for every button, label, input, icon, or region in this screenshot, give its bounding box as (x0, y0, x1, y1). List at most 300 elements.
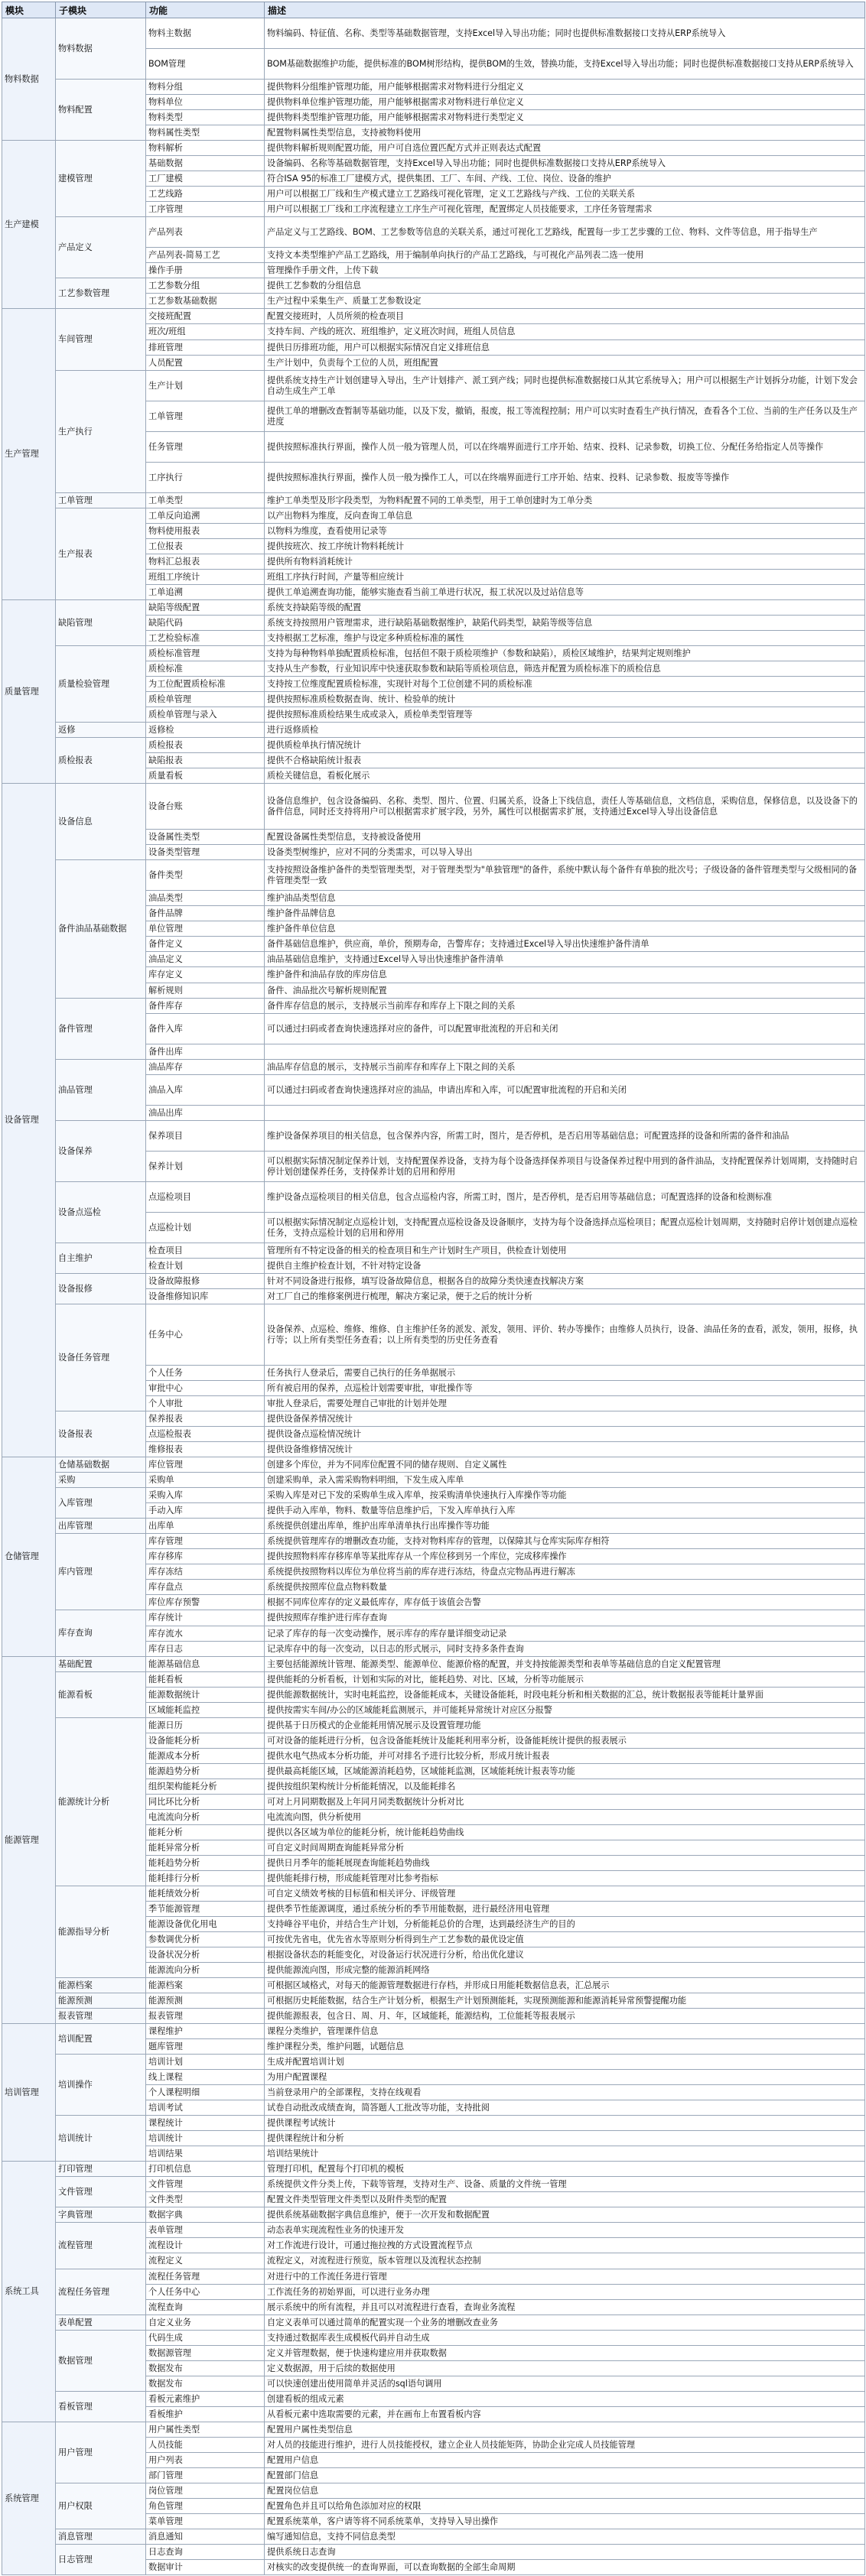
function-cell: 能源基础信息 (146, 1657, 265, 1672)
function-cell: 数据发布 (146, 2361, 265, 2376)
module-cell: 质量管理 (2, 600, 56, 784)
description-cell: 创建采购单，录入需采购物料明细，下发生成入库单 (265, 1473, 865, 1488)
description-cell: 可自定义时间周期查询能耗异常分析 (265, 1840, 865, 1856)
module-cell: 设备管理 (2, 784, 56, 1457)
description-cell: 可以快速创建出使用简单并灵活的sql语句调用 (265, 2376, 865, 2392)
description-cell: 自定义表单可以通过简单的配置实现一个业务的增删改查业务 (265, 2315, 865, 2331)
description-cell: 支持文本类型维护产品工艺路线，用于编制单向执行的产品工艺路线，与可视化产品列表二选一使用 (265, 248, 865, 263)
function-cell: 个人任务中心 (146, 2285, 265, 2300)
description-cell: 设备类型树维护，应对不同的分类需求，可以导入导出 (265, 845, 865, 860)
function-cell: 手动入库 (146, 1503, 265, 1519)
submodule-cell: 用户权限 (56, 2483, 146, 2529)
submodule-cell: 能源统计分析 (56, 1718, 146, 1886)
description-cell: 提供课程统计和分析 (265, 2131, 865, 2146)
description-cell: 配置交接班时，人员所须的检查项目 (265, 309, 865, 324)
function-cell: 角色管理 (146, 2499, 265, 2514)
function-cell: 质检单管理 (146, 692, 265, 707)
function-cell: 工单反向追溯 (146, 508, 265, 524)
description-cell: 设备保养、点巡检、维修、维修、自主维护任务的派发、派发，领用、评价、转办等操作；由维修人员执行，设备、油品任务的查看，派发，领用，报修，执行等；以上所有类型任务查看；以上所有类型的历史任务查看 (265, 1304, 865, 1366)
submodule-cell: 建模管理 (56, 141, 146, 217)
function-cell: 培训结果 (146, 2146, 265, 2162)
table-row (2, 278, 865, 294)
description-cell: 维护油品类型信息 (265, 891, 865, 906)
function-cell: 能耗分析 (146, 1825, 265, 1840)
description-cell: 管理操作手册文件，上传下载 (265, 263, 865, 278)
function-cell: 流程设计 (146, 2238, 265, 2253)
function-cell: 油品类型 (146, 891, 265, 906)
description-cell: 维护设备点巡检项目的相关信息，包含点巡检内容，所需工时，图片，是否停机，是否启用等基础信息；可配置选择的设备和检测标准 (265, 1182, 865, 1213)
function-cell: 库存日志 (146, 1642, 265, 1657)
description-cell: 提供系统日志查询 (265, 2545, 865, 2560)
feature-table (2, 2, 865, 2575)
description-cell: 维护设备保养项目的相关信息，包含保养内容，所需工时，图片，是否停机，是否启用等基础信息；可配置选择的设备和所需的备件和油品 (265, 1121, 865, 1152)
description-cell: 提供水电气热成本分析功能，并可对排名予进行比较分析，形成月统计报表 (265, 1749, 865, 1764)
function-cell: 排班管理 (146, 340, 265, 356)
description-cell: 产品定义与工艺路线、BOM、工艺参数等信息的关联关系，通过可视化工艺路线，配置每一步工艺步骤的工位、物料、文件等信息，用于指导生产 (265, 217, 865, 248)
function-cell: 油品库存 (146, 1060, 265, 1075)
description-cell: 物料编码、特征值、名称、类型等基础数据管理，支持Excel导入导出功能；同时也提供标准数据接口支持从ERP系统导入 (265, 18, 865, 49)
function-cell: 备件品牌 (146, 906, 265, 921)
table-row (2, 1473, 865, 1488)
function-cell: 物料类型 (146, 110, 265, 125)
function-cell: 物料使用报表 (146, 524, 265, 539)
function-cell: 库存管理 (146, 1534, 265, 1549)
submodule-cell: 工艺参数管理 (56, 278, 146, 309)
description-cell: 配置用户属性类型信息 (265, 2422, 865, 2438)
function-cell: 班次/班组 (146, 324, 265, 340)
table-row (2, 646, 865, 661)
function-cell: 数据发布 (146, 2376, 265, 2392)
description-cell: 记录了库存的每一次变动操作，展示库存的库存量详细变动记录 (265, 1626, 865, 1642)
function-cell: 部门管理 (146, 2468, 265, 2483)
submodule-cell: 车间管理 (56, 309, 146, 371)
table-row (2, 2422, 865, 2438)
function-cell: 点巡检报表 (146, 1427, 265, 1442)
table-row (2, 2545, 865, 2560)
description-cell: 审批人登录后，需要处理自己审批的计划并处理 (265, 1396, 865, 1411)
table-row (2, 1978, 865, 1993)
function-cell: 培训考试 (146, 2100, 265, 2116)
description-cell: 配置系统菜单，客户请等将不同系统菜单，支持导入导出操作 (265, 2514, 865, 2529)
function-cell: 库存流水 (146, 1626, 265, 1642)
description-cell: 提供所有物料消耗统计 (265, 554, 865, 570)
description-cell: 针对不同设备进行报修，填写设备故障信息，根据各自的故障分类快速查找解决方案 (265, 1274, 865, 1289)
description-cell: 任务执行人登录后，需要自己执行的任务单据展示 (265, 1366, 865, 1381)
description-cell: 对核实的改变提供统一的查询界面，可以查询数据的全部生命周期 (265, 2560, 865, 2575)
table-row (2, 1519, 865, 1534)
description-cell: 培训结果统计 (265, 2146, 865, 2162)
function-cell: 用户属性类型 (146, 2422, 265, 2438)
function-cell: 基础数据 (146, 156, 265, 171)
description-cell: 油品基础信息维护，支持通过Excel导入导出快速维护备件清单 (265, 952, 865, 967)
function-cell: 个人课程明细 (146, 2085, 265, 2100)
description-cell: BOM基础数据维护功能，提供标准的BOM树形结构，提供BOM的生效，替换功能，支持Excel导入导出功能；同时也提供标准数据接口支持从ERP系统导入 (265, 49, 865, 80)
function-cell: 个人任务 (146, 1366, 265, 1381)
function-cell: 能耗排行分析 (146, 1871, 265, 1886)
function-cell: 日志查询 (146, 2545, 265, 2560)
header-description: 描述 (265, 2, 865, 18)
description-cell: 支持从生产参数，行业知识库中快速获取参数和缺陷等质检项信息，筛选并配置为质检标准下的质检信息 (265, 661, 865, 677)
submodule-cell: 入库管理 (56, 1488, 146, 1519)
description-cell: 创建多个库位，并为不同库位配置不同的储存规则、自定义属性 (265, 1457, 865, 1473)
function-cell: 数据源管理 (146, 2346, 265, 2361)
function-cell: 班组工序统计 (146, 570, 265, 585)
function-cell: 维修报表 (146, 1442, 265, 1457)
function-cell: 库存盘点 (146, 1580, 265, 1595)
description-cell: 油品库存信息的展示，支持展示当前库存和库存上下限之间的关系 (265, 1060, 865, 1075)
submodule-cell: 流程任务管理 (56, 2269, 146, 2315)
description-cell: 支持根据工艺标准，维护与设定多种质检标准的属性 (265, 631, 865, 646)
function-cell: 工序管理 (146, 202, 265, 217)
description-cell (265, 1044, 865, 1060)
description-cell: 电流流向图，供分析使用 (265, 1810, 865, 1825)
description-cell: 对工厂自己的维修案例进行梳理，解决方案记录，便于之后的统计分析 (265, 1289, 865, 1304)
description-cell: 提供质检单执行情况统计 (265, 738, 865, 753)
function-cell: 能耗异常分析 (146, 1840, 265, 1856)
description-cell: 提供按照标准执行界面，操作人员一般为管理人员，可以在终端界面进行工序开始、结束、投料、记录参数，切换工位、分配任务给指定人员等操作 (265, 432, 865, 463)
function-cell: 文件管理 (146, 2177, 265, 2192)
function-cell: 任务中心 (146, 1304, 265, 1366)
header-row (2, 2, 865, 18)
description-cell: 提供工单追溯查询功能，能够实施查看当前工单进行状况，报工状况以及过站信息等 (265, 585, 865, 600)
description-cell: 提供设备维修情况统计 (265, 1442, 865, 1457)
submodule-cell: 能源预测 (56, 1993, 146, 2009)
description-cell: 可自定义绩效考核的目标值和相关评分、评级管理 (265, 1886, 865, 1902)
function-cell: 审批中心 (146, 1381, 265, 1396)
submodule-cell: 设备任务管理 (56, 1304, 146, 1411)
description-cell: 展示系统中的所有流程，并且可以对流程进行查看，查询业务流程 (265, 2300, 865, 2315)
description-cell: 提供自主维护检查计划，不针对特定设备 (265, 1259, 865, 1274)
description-cell: 当前登录用户的全部课程，支持在线观看 (265, 2085, 865, 2100)
header-submodule: 子模块 (56, 2, 146, 18)
function-cell: 采购单 (146, 1473, 265, 1488)
table-row (2, 1457, 865, 1473)
function-cell: 质检标准管理 (146, 646, 265, 661)
function-cell: 培训计划 (146, 2055, 265, 2070)
function-cell: 能源趋势分析 (146, 1764, 265, 1779)
function-cell: 备件出库 (146, 1044, 265, 1060)
table-row (2, 1718, 865, 1733)
function-cell: 课程统计 (146, 2116, 265, 2131)
submodule-cell: 生产报表 (56, 508, 146, 600)
submodule-cell: 设备点巡检 (56, 1182, 146, 1243)
table-row (2, 1672, 865, 1688)
table-row (2, 2269, 865, 2285)
description-cell: 课程分类维护，管理课件信息 (265, 2024, 865, 2039)
function-cell: 生产计划 (146, 371, 265, 401)
function-cell: 人员技能 (146, 2438, 265, 2453)
function-cell: 任务管理 (146, 432, 265, 463)
submodule-cell: 质检报表 (56, 738, 146, 784)
function-cell: 质检报表 (146, 738, 265, 753)
function-cell: 能源日历 (146, 1718, 265, 1733)
submodule-cell: 缺陷管理 (56, 600, 146, 646)
description-cell: 配置用户信息 (265, 2453, 865, 2468)
description-cell: 为用户配置课程 (265, 2070, 865, 2085)
function-cell: 油品定义 (146, 952, 265, 967)
function-cell: 设备类型管理 (146, 845, 265, 860)
table-row (2, 1304, 865, 1366)
description-cell: 系统提供文件分类上传，下载等管理，支持对生产、设备、质量的文件统一管理 (265, 2177, 865, 2192)
submodule-cell: 物料数据 (56, 18, 146, 80)
function-cell: 看板维护 (146, 2407, 265, 2422)
function-cell: 工位报表 (146, 539, 265, 554)
description-cell: 对人员的技能进行维护，进行人员技能授权，建立企业人员技能矩阵，协助企业完成人员技能管理 (265, 2438, 865, 2453)
description-cell: 可对上月同期数据及上年同月同类数据统计分析对比 (265, 1795, 865, 1810)
function-cell: 缺陷代码 (146, 616, 265, 631)
description-cell: 提供按班次、按工序统计物料耗统计 (265, 539, 865, 554)
description-cell: 对进行中的工作流任务进行管理 (265, 2269, 865, 2285)
function-cell: 为工位配置质检标准 (146, 677, 265, 692)
description-cell: 班组工序执行时间，产量等相应统计 (265, 570, 865, 585)
table-row (2, 2162, 865, 2177)
function-cell: 库存定义 (146, 967, 265, 983)
submodule-cell: 设备报表 (56, 1411, 146, 1457)
table-row (2, 723, 865, 738)
submodule-cell: 能源看板 (56, 1672, 146, 1718)
description-cell: 提供基于日历模式的企业能耗用情况展示及设置管理功能 (265, 1718, 865, 1733)
submodule-cell: 返修 (56, 723, 146, 738)
description-cell: 流程定义，对流程进行预览，版本管理以及流程状态控制 (265, 2253, 865, 2269)
module-cell: 生产建模 (2, 141, 56, 309)
module-cell: 系统管理 (2, 2422, 56, 2575)
function-cell: 打印机信息 (146, 2162, 265, 2177)
submodule-cell: 培训配置 (56, 2024, 146, 2055)
description-cell: 配置文件类型管理文件类型以及附件类型的配置 (265, 2192, 865, 2207)
function-cell: 质检单管理与录入 (146, 707, 265, 723)
description-cell: 配置岗位信息 (265, 2483, 865, 2499)
submodule-cell: 培训操作 (56, 2055, 146, 2116)
submodule-cell: 设备报修 (56, 1274, 146, 1304)
function-cell: 组织架构能耗分析 (146, 1779, 265, 1795)
submodule-cell: 自主维护 (56, 1243, 146, 1274)
description-cell: 维护备件和油品存放的库房信息 (265, 967, 865, 983)
description-cell: 提供按照库存维护进行库存查询 (265, 1610, 865, 1626)
description-cell: 提供能耗的分析看板，计划和实际的对比，能耗趋势、对比、区域，分析等功能展示 (265, 1672, 865, 1688)
table-row (2, 18, 865, 49)
module-cell: 系统工具 (2, 2162, 56, 2422)
function-cell: 流程定义 (146, 2253, 265, 2269)
submodule-cell: 备件油品基础数据 (56, 860, 146, 999)
description-cell: 主要包括能源统计管理、能源类型、能源单位、能源价格的配置，并支持按能源类型和表单等基础信息的自定义配置管理 (265, 1657, 865, 1672)
table-row (2, 1060, 865, 1075)
table-row (2, 371, 865, 401)
table-row (2, 2331, 865, 2346)
function-cell: 备件入库 (146, 1014, 265, 1044)
function-cell: 工序执行 (146, 463, 265, 493)
function-cell: 能源数据统计 (146, 1688, 265, 1703)
function-cell: 报表管理 (146, 2009, 265, 2024)
table-row (2, 309, 865, 324)
submodule-cell: 采购 (56, 1473, 146, 1488)
description-cell: 提供季节性能源调度，通过系统分析的季节用能数据，进行最经济用电管理 (265, 1902, 865, 1917)
function-cell: 物料属性类型 (146, 125, 265, 141)
description-cell: 从看板元素中选取需要的元素，并在画布上布置看板内容 (265, 2407, 865, 2422)
table-row (2, 1243, 865, 1259)
function-cell: BOM管理 (146, 49, 265, 80)
description-cell: 系统支持按照用户管理需求，进行缺陷基础数据维护，缺陷代码类型，缺陷等级等信息 (265, 616, 865, 631)
description-cell: 系统提供管理库存的增删改查功能，支持对物料库存的管理，以保障其与仓库实际库存相符 (265, 1534, 865, 1549)
description-cell: 备件基础信息维护，供应商，单价，预期寿命，告警库存；支持通过Excel导入导出快速维护备件清单 (265, 937, 865, 952)
function-cell: 产品列表 (146, 217, 265, 248)
description-cell: 支持通过数据库表生成模板代码并自动生成 (265, 2331, 865, 2346)
description-cell: 维护备件品牌信息 (265, 906, 865, 921)
function-cell: 缺陷报表 (146, 753, 265, 768)
function-cell: 设备属性类型 (146, 830, 265, 845)
function-cell: 物料分组 (146, 80, 265, 95)
description-cell: 提供日月季年的能耗展现查询能耗趋势曲线 (265, 1856, 865, 1871)
function-cell: 库存冻结 (146, 1564, 265, 1580)
description-cell: 定义数据源，用于后续的数据使用 (265, 2361, 865, 2376)
description-cell: 配置角色并且可以给角色添加对应的权限 (265, 2499, 865, 2514)
function-cell: 菜单管理 (146, 2514, 265, 2529)
function-cell: 工单追溯 (146, 585, 265, 600)
description-cell: 以产出物料为维度，反向查询工单信息 (265, 508, 865, 524)
description-cell: 配置物料属性类型信息，支持被物料使用 (265, 125, 865, 141)
table-row (2, 1886, 865, 1902)
table-row (2, 2055, 865, 2070)
function-cell: 工艺参数基础数据 (146, 294, 265, 309)
function-cell: 电流流向分析 (146, 1810, 265, 1825)
function-cell: 返修检 (146, 723, 265, 738)
submodule-cell: 能源档案 (56, 1978, 146, 1993)
description-cell: 系统提供按照物料以库位为单位将当前的库存进行冻结，待盘点完物品再进行解冻 (265, 1564, 865, 1580)
function-cell: 能源成本分析 (146, 1749, 265, 1764)
submodule-cell: 设备信息 (56, 784, 146, 860)
function-cell: 点巡检计划 (146, 1213, 265, 1243)
function-cell: 人员配置 (146, 356, 265, 371)
description-cell: 提供工艺参数的分组信息 (265, 278, 865, 294)
table-row (2, 1121, 865, 1152)
table-row (2, 1182, 865, 1213)
function-cell: 能源预测 (146, 1993, 265, 2009)
submodule-cell: 生产执行 (56, 371, 146, 493)
description-cell: 提供按照物料库存移库单等某批库存从一个库位移到另一个库位，完成移库操作 (265, 1549, 865, 1564)
function-cell: 点巡检项目 (146, 1182, 265, 1213)
description-cell: 采购入库是对已下发的采购单生成入库单，按采购清单快速执行入库操作等功能 (265, 1488, 865, 1503)
table-row (2, 217, 865, 248)
function-cell: 工单管理 (146, 401, 265, 432)
description-cell: 用户可以根据工厂线和生产模式建立工艺路线可视化管理，定义工艺路线与产线、工位的关联关系 (265, 187, 865, 202)
description-cell: 备件、油品批次号解析规则配置 (265, 983, 865, 999)
function-cell: 备件定义 (146, 937, 265, 952)
description-cell: 可以通过扫码或者查询快速选择对应的备件，可以配置审批流程的开启和关闭 (265, 1014, 865, 1044)
submodule-cell: 能源指导分析 (56, 1886, 146, 1978)
table-row (2, 1411, 865, 1427)
table-row (2, 2177, 865, 2192)
submodule-cell: 库存查询 (56, 1610, 146, 1657)
description-cell: 系统提供按照库位盘点物料数量 (265, 1580, 865, 1595)
description-cell: 管理所有不特定设备的相关的检查项目和生产计划时生产项目，供检查计划使用 (265, 1243, 865, 1259)
function-cell: 设备状况分析 (146, 1947, 265, 1963)
function-cell: 物料汇总报表 (146, 554, 265, 570)
table-row (2, 1534, 865, 1549)
function-cell: 单位管理 (146, 921, 265, 937)
description-cell: 提供按照标准质检结果生成或录入，质检单类型管理等 (265, 707, 865, 723)
function-cell: 自定义业务 (146, 2315, 265, 2331)
submodule-cell: 出库管理 (56, 1519, 146, 1534)
function-cell: 检查计划 (146, 1259, 265, 1274)
header-module: 模块 (2, 2, 56, 18)
table-row (2, 2009, 865, 2024)
function-cell: 备件库存 (146, 999, 265, 1014)
module-cell: 能源管理 (2, 1657, 56, 2024)
description-cell: 提供能耗排行榜，形成能耗管理对比参考指标 (265, 1871, 865, 1886)
function-cell: 能源设备优化用电 (146, 1917, 265, 1932)
function-cell: 课程维护 (146, 2024, 265, 2039)
description-cell: 生产过程中采集生产、质量工艺参数设定 (265, 294, 865, 309)
function-cell: 个人审批 (146, 1396, 265, 1411)
description-cell: 系统提供创建出库单，维护出库单清单执行出库操作等功能 (265, 1519, 865, 1534)
description-cell: 维护备件单位信息 (265, 921, 865, 937)
function-cell: 质量看板 (146, 768, 265, 784)
submodule-cell: 油品管理 (56, 1060, 146, 1121)
description-cell: 提供手动入库单，物料、数量等信息维护后，下发入库单执行入库 (265, 1503, 865, 1519)
description-cell: 提供最高耗能区域，区域能源消耗趋势，区域能耗监测，区域能耗统计报表等功能 (265, 1764, 865, 1779)
description-cell: 提供以各区域为单位的能耗分析，统计能耗趋势曲线 (265, 1825, 865, 1840)
function-cell: 题库管理 (146, 2039, 265, 2055)
table-row (2, 2207, 865, 2223)
table-row (2, 1610, 865, 1626)
function-cell: 设备故障报修 (146, 1274, 265, 1289)
submodule-cell: 库内管理 (56, 1534, 146, 1610)
submodule-cell: 设备保养 (56, 1121, 146, 1182)
description-cell: 配置部门信息 (265, 2468, 865, 2483)
table-row (2, 999, 865, 1014)
submodule-cell: 消息管理 (56, 2529, 146, 2545)
module-cell: 仓储管理 (2, 1457, 56, 1657)
description-cell: 配置设备属性类型信息，支持被设备使用 (265, 830, 865, 845)
description-cell: 可以通过扫码或者查询快速选择对应的油品，申请出库和入库，可以配置审批流程的开启和关闭 (265, 1075, 865, 1106)
function-cell: 数据字典 (146, 2207, 265, 2223)
function-cell: 流程查询 (146, 2300, 265, 2315)
description-cell: 支持为每种物料单独配置质检标准，包括但不限于质检项维护（参数和缺陷），质检区域维护，结果判定规则维护 (265, 646, 865, 661)
description-cell: 定义并管理数据，便于快速构建应用并获取数据 (265, 2346, 865, 2361)
description-cell: 所有被启用的保养，点巡检计划需要审批，审批操作等 (265, 1381, 865, 1396)
submodule-cell: 仓储基础数据 (56, 1457, 146, 1473)
function-cell: 代码生成 (146, 2331, 265, 2346)
table-row (2, 2315, 865, 2331)
function-cell: 工艺检验标准 (146, 631, 265, 646)
description-cell: 工作流任务的初始界面，可以进行业务办理 (265, 2285, 865, 2300)
description-cell: 设备编码、名称等基础数据管理，支持Excel导入导出功能；同时也提供标准数据接口支持从ERP系统导入 (265, 156, 865, 171)
description-cell: 提供物料类型维护管理功能，用户能够根据需求对物料进行类型定义 (265, 110, 865, 125)
submodule-cell: 数据管理 (56, 2331, 146, 2392)
function-cell: 工单类型 (146, 493, 265, 508)
function-cell: 物料单位 (146, 95, 265, 110)
function-cell: 流程任务管理 (146, 2269, 265, 2285)
description-cell: 提供按照标准质检数据查询、统计、检验单的统计 (265, 692, 865, 707)
description-cell: 提供能源流向图，形成完整的能源消耗网络 (265, 1963, 865, 1978)
function-cell: 参数调优分析 (146, 1932, 265, 1947)
function-cell: 产品列表-简易工艺 (146, 248, 265, 263)
description-cell: 提供系统基础数据字典信息维护，便于一次开发和数据配置 (265, 2207, 865, 2223)
function-cell: 库位库存预警 (146, 1595, 265, 1610)
description-cell: 提供日历排班功能，用户可以根据实际情况自定义排班信息 (265, 340, 865, 356)
function-cell: 操作手册 (146, 263, 265, 278)
submodule-cell: 日志管理 (56, 2545, 146, 2575)
description-cell: 符合ISA 95的标准工厂建模方式，提供集团、工厂、车间、产线、工位、岗位、设备的维护 (265, 171, 865, 187)
table-row (2, 493, 865, 508)
table-row (2, 2392, 865, 2407)
table-row (2, 1657, 865, 1672)
description-cell: 提供系统支持生产计划创建导入导出，生产计划排产、派工到产线；同时也提供标准数据接口从其它系统导入；用户可以根据生产计划拆分功能，计划下发会自动生成生产工单 (265, 371, 865, 401)
description-cell: 支持峰谷平电价，并结合生产计划，分析能耗总价的合理，达到最经济生产的目的 (265, 1917, 865, 1932)
function-cell: 保养项目 (146, 1121, 265, 1152)
description-cell: 提供能源数据统计，实时电耗监控，设备能耗成本，关键设备能耗，时段电耗分析和相关数据的汇总，统计数据报表等能耗计量界面 (265, 1688, 865, 1703)
function-cell: 培训统计 (146, 2131, 265, 2146)
submodule-cell: 报表管理 (56, 2009, 146, 2024)
